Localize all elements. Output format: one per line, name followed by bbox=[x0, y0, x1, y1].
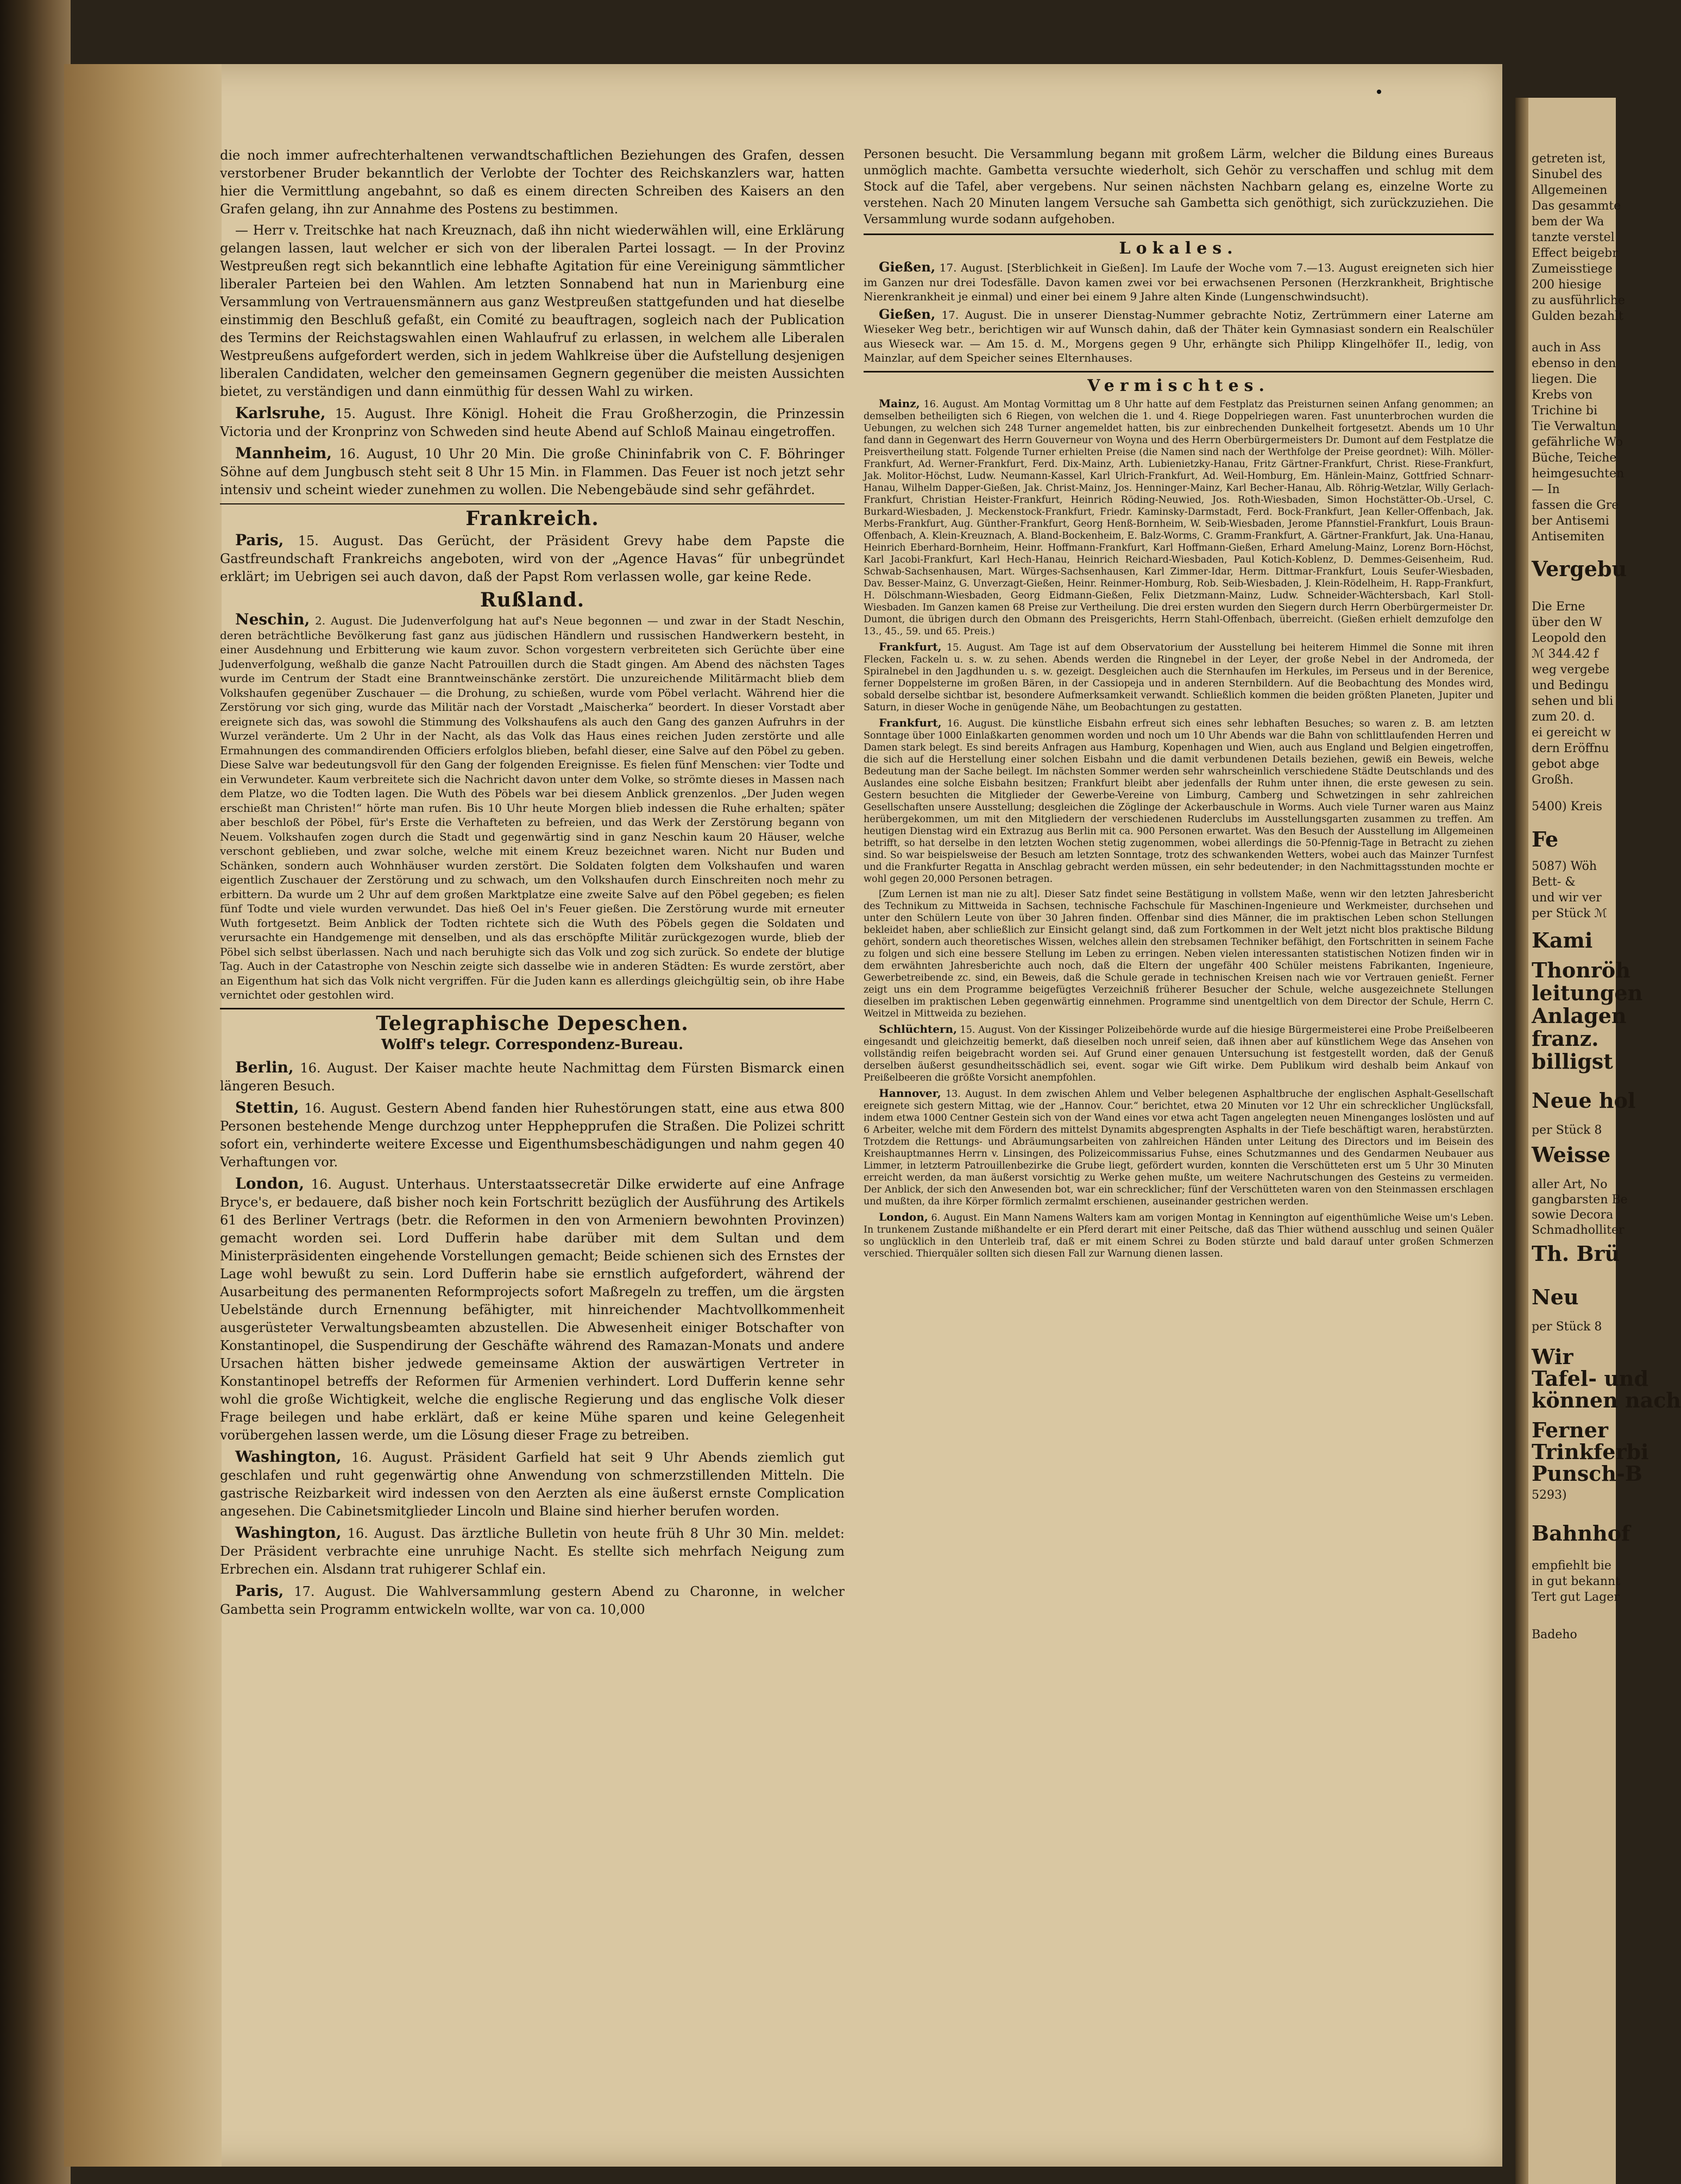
article-lernen: [Zum Lernen ist man nie zu alt]. Dieser Satz findet seine Bestätigung in vollstem Maße, wenn wir den letzten Jahresbericht des Technikum zu Mittweida in Sachsen, technische Fachschule für Maschinen-Ingenieure und Werkmeister, durchsehen und unter den Schülern Leute von über 30 Jahren finden. Offenbar sind dies Männer, die im praktischen Leben schon Stellungen bekleidet haben, aber schließlich zur Einsicht gelangt sind, daß zum Fortkommen in der Welt jetzt nicht blos praktische Bildung gehört, sondern auch theoretisches Wissen, welches allein den strebsamen Techniker befähigt, den Fortschritten in seinem Fache zu folgen und sich eine bessere Stellung im Leben zu erringen. Neben vielen interessanten statistischen Notizen finden wir in dem erwähnten Jahresberichte auch noch, daß die Eltern der ungefähr 400 Schüler meistens Fabrikanten, Ingenieure, Gewerbetreibende zc. sind, ein Beweis, daß die Schule gerade in technischen Kreisen nach wie vor Vertrauen genießt. Ferner zeigt uns ein dem Programme beigefügtes Verzeichniß früherer Besucher der Schule, welche ausgezeichnete Stellungen dieselben im praktischen Leben gegenwärtig einnehmen. Programme sind unentgeltlich von dem Director der Schule, Herrn C. Weitzel in Mittweida zu beziehen. bbox=[864, 888, 1494, 1019]
next-page-line: sehen und bli bbox=[1532, 695, 1614, 708]
dateline-giessen-2: Gießen, bbox=[879, 306, 936, 322]
divider bbox=[864, 371, 1494, 373]
article-washington-1-text: 16. August. Präsident Garfield hat seit 9 Uhr Abends ziemlich gut geschlafen und ruht gegenwärtig ohne Anwendung von schmerzstillenden Mitteln. Die gastrische Reizbarkeit wird indessen von den Aerzten als eine äußerst ernste Complication angesehen. Die Cabinetsmitglieder Lincoln und Blaine sind hierher berufen worden. bbox=[220, 1449, 845, 1519]
next-page-line: Bahnhof bbox=[1532, 1521, 1630, 1545]
next-page-line: zum 20. d. bbox=[1532, 710, 1595, 724]
next-page-line: Anlagen bbox=[1532, 1003, 1627, 1028]
next-page-line: in gut bekannt bbox=[1532, 1575, 1621, 1588]
divider bbox=[220, 1008, 845, 1009]
article-neschin bbox=[220, 610, 845, 1002]
next-page-line: Büche, Teiche bbox=[1532, 451, 1617, 465]
page-gutter bbox=[64, 64, 222, 2167]
next-page-line: bem der Wa bbox=[1532, 215, 1604, 229]
next-page-line: Das gesammte bbox=[1532, 199, 1621, 213]
next-page-line: Fe bbox=[1532, 827, 1559, 851]
next-page-line: Gulden bezahlt bbox=[1532, 310, 1623, 323]
next-page-line: dern Eröffnu bbox=[1532, 742, 1609, 755]
next-page-line: Schmadholliter bbox=[1532, 1223, 1625, 1237]
next-page-line: per Stück 8 bbox=[1532, 1320, 1602, 1334]
dateline-paris-2: Paris, bbox=[235, 1581, 284, 1600]
next-page-line: Badeho bbox=[1532, 1628, 1577, 1642]
article-frankfurt-1-text: 15. August. Am Tage ist auf dem Observatorium der Ausstellung bei heiterem Himmel die Sonne mit ihren Flecken, Fackeln u. s. w. zu sehen. Abends werden die Ringnebel in der Leyer, der große Nebel in der Andromeda, der Spiralnebel in den Jagdhunden u. s. w. gezeigt. Desgleichen auch die Sternhaufen im Herkules, im Perseus und in der Berenice, ferner Doppelsterne im großen Bären, in der Cassiopeja und in anderen Sternbildern. Auf die Beobachtung des Mondes wird, sobald derselbe sichtbar ist, besondere Aufmerksamkeit verwandt. Schließlich kommen die beiden größten Planeten, Jupiter und Saturn, in dieser Woche in genügende Nähe, um Beobachtungen zu gestatten. bbox=[864, 642, 1494, 713]
article-neschin-text: 2. August. Die Judenverfolgung hat auf's Neue begonnen — und zwar in der Stadt Neschin, deren beträchtliche Bevölkerung fast ganz aus jüdischen Händlern und russischen Handwerkern besteht, in einer Ausdehnung und Erbitterung wie kaum zuvor. Schon vorgestern verbreiteten sich Gerüchte über eine Judenverfolgung, weßhalb die ganze Nacht Patrouillen durch die Stadt gingen. Am Abend des nächsten Tages wurde im Centrum der Stadt eine Branntweinschänke zerstört. Die unzureichende Militärmacht blieb dem Volkshaufen gegenüber Zuschauer — die Drohung, zu schießen, wurde vom Pöbel verlacht. Während hier die Zerstörung vor sich ging, wurde das Militär nach der Vorstadt „Maischerka“ beordert. In dieser Vorstadt aber ereignete sich das, was sowohl die Stimmung des Volkshaufens als auch den Gang des ganzen Aufruhrs in der Wurzel veränderte. Um 2 Uhr in der Nacht, als das Volk das Haus eines reichen Juden zerstörte und alle Ermahnungen des commandirenden Officiers erfolglos blieben, befahl dieser, eine Salve auf den Pöbel zu geben. Diese Salve war bedeutungsvoll für den Gang der folgenden Ereignisse. Es fielen fünf Menschen: vier Todte und ein Verwundeter. Kaum verbreitete sich die Nachricht davon unter dem Volke, so strömte dieses in Massen nach dem Platze, wo die Todten lagen. Die Wuth des Pöbels war bei diesem Anblick grenzenlos. „Der Juden wegen erschießt man Christen!“ hörte man rufen. Bis 10 Uhr heute Morgen blieb indessen die Ruhe erhalten; später aber beschloß der Pöbel, für's Erste die Verhafteten zu befreien, und das Werk der Zerstörung begann von Neuem. Volkshaufen zogen durch die Stadt und gegenwärtig sind in ganz Neschin kaum 20 Häuser, welche verschont geblieben, und zwar solche, welche mit einem Kreuz bezeichnet waren. Nicht nur Buden und Schänken, sondern auch Wohnhäuser wurden zerstört. Die Soldaten folgten dem Volkshaufen und waren eigentlich Zuschauer der Zerstörung und zu schwach, um den Volkshaufen durch Einschreiten noch mehr zu erbittern. Da wurde um 2 Uhr auf dem großen Marktplatze eine zweite Salve auf den Pöbel gegeben; es fielen fünf Todte und viele wurden verwundet. Das hieß Oel in's Feuer gießen. Die Zerstörung wurde mit erneuter Wuth fortgesetzt. Beim Anblick der Todten richtete sich die Wuth des Pöbels gegen die Soldaten und verursachte ein Handgemenge mit denselben, und als das erschöpfte Militär zurückgezogen wurde, blieb der Pöbel sich selbst überlassen. Nach und nach beruhigte sich das Volk und zog sich zurück. So endete der blutige Tag. Auch in der Catastrophe von Neschin zeigte sich dasselbe wie in anderen Städten: Es wurde zerstört, aber an Eigenthum hat sich das Volk nicht vergriffen. Für die Juden kann es allerdings gleichgültig sein, ob ihre Habe vernichtet oder gestohlen wird. bbox=[220, 614, 845, 1001]
next-page-line: 5400) Kreis bbox=[1532, 800, 1602, 813]
next-page-line: per Stück 8 bbox=[1532, 1123, 1602, 1137]
article-london-2 bbox=[864, 1211, 1494, 1260]
next-page-line: gefährliche Wo bbox=[1532, 435, 1623, 449]
section-heading-frankreich: Frankreich. bbox=[465, 507, 599, 530]
next-page-line: Punsch-B bbox=[1532, 1461, 1642, 1486]
next-page-line: Neu bbox=[1532, 1285, 1579, 1309]
article-stettin bbox=[220, 1099, 845, 1171]
article-giessen-2 bbox=[864, 307, 1494, 365]
dateline-mainz: Mainz, bbox=[879, 396, 920, 410]
article-mainz-text: 16. August. Am Montag Vormittag um 8 Uhr hatte auf dem Festplatz das Preisturnen seinen Anfang genommen; an demselben betheiligten sich 6 Riegen, von welchen die 1. und 4. Riege Doppelriegen waren. Fast ununterbrochen wurden die Uebungen, zu welchen sich 248 Turner angemeldet hatten, bis zur einbrechenden Dunkelheit fortgesetzt. Abends um 10 Uhr fand dann in Gegenwart des Herrn Gouverneur von Woyna und des Herrn Oberbürgermeisters Dr. Dumont auf dem Festplatze die Preisvertheilung statt. Folgende Turner erhielten Preise (die Namen sind nach der Werthfolge der Preise geordnet): Wilh. Möller-Frankfurt, Ad. Werner-Frankfurt, Ferd. Dix-Mainz, Arth. Lubienietzky-Hanau, Fritz Gärtner-Frankfurt, Christ. Riese-Frankfurt, Jak. Molitor-Höchst, Ludw. Neumann-Kassel, Karl Ulrich-Frankfurt, Ad. Weil-Homburg, Em. Hänlein-Mainz, Gottfried Schnarr-Hanau, Wilhelm Dapper-Gießen, Jak. Christ-Mainz, Jos. Henninger-Mainz, Karl Becher-Hanau, Alb. Röhrig-Wetzlar, Willy Gerlach-Frankfurt, Christian Heister-Frankfurt, Heinrich Röding-Neuwied, Jos. Roth-Wiesbaden, Simon Hochstätter-Ob.-Ursel, C. Burkard-Wiesbaden, J. Meckenstock-Frankfurt, Friedr. Kaminsky-Darmstadt, Ferd. Bock-Frankfurt, Jean Keller-Offenbach, Jak. Merbs-Frankfurt, Aug. Günther-Frankfurt, Georg Henß-Bornheim, W. Seib-Wiesbaden, Jerome Pfannstiel-Frankfurt, Louis Braun-Offenbach, A. Klein-Kreuznach, A. Bland-Bockenheim, E. Balz-Worms, C. Gramm-Frankfurt, A. Gärtner-Frankfurt, Jak. Una-Hanau, Heinrich Eberhard-Bornheim, Heinr. Hoffmann-Frankfurt, Karl Hoffmann-Gießen, Erhard Amelung-Mainz, Lorenz Born-Höchst, Karl Jacobi-Frankfurt, Karl Hech-Hanau, Heinrich Reichard-Wiesbaden, Paul Kotich-Koblenz, D. Demmes-Geisenheim, Rud. Schwab-Sachsenhausen, Mart. Würges-Sachsenhausen, Karl Zimmer-Idar, Herm. Dittmar-Frankfurt, Louis Seufer-Wiesbaden, Dav. Besser-Mainz, G. Unverzagt-Gießen, Heinr. Reinmer-Homburg, Rob. Seib-Wiesbaden, J. Klein-Rödelheim, H. Rapp-Frankfurt, H. Dölschmann-Wiesbaden, Georg Eidmann-Gießen, Felix Dietzmann-Mainz, Ludw. Schneider-Wächtersbach, Karl Stoll-Wiesbaden. Im Ganzen kamen 68 Preise zur Vertheilung. Die drei ersten wurden den Siegern durch Herrn Oberbürgermeister Dr. Dumont, die übrigen durch den Obmann des Preisgerichts, Herrn Stahl-Offenbach, überreicht. (Gießen erhielt demzufolge den 13., 45., 59. und 65. Preis.) bbox=[864, 399, 1494, 637]
article-intro: die noch immer aufrechterhaltenen verwandtschaftlichen Beziehungen des Grafen, dessen verstorbener Bruder bekanntlich der Verlobte der Tochter des Reichskanzlers war, hatten hier die Vermittlung angebahnt, so daß es einem directen Schreiben des Kaisers an den Grafen gelang, ihn zur Annahme des Postens zu bestimmen. bbox=[220, 148, 845, 217]
next-page-line: 200 hiesige bbox=[1532, 278, 1602, 292]
article-treitschke: — Herr v. Treitschke hat nach Kreuznach, daß ihn nicht wiederwählen will, eine Erklärung gelangen lassen, laut welcher er sich von der liberalen Partei lossagt. — In der Provinz Westpreußen regt sich bekanntlich eine lebhafte Agitation für eine Vereinigung sämmtlicher liberaler Parteien bei den Wahlen. Am letzten Sonnabend hat nun in Marienburg eine Versammlung von Vertrauensmännern aus ganz Westpreußen stattgefunden und hat dieselbe einstimmig den Beschluß gefaßt, ein Comité zu beauftragen, sogleich nach der Publication des Termins der Reichstagswahlen einen Wahlaufruf zu erlassen, in welchem alle Liberalen Westpreußens aufgefordert werden, sich in jedem Wahlkreise über die Aufstellung desjenigen liberalen Candidaten, welcher den gemeinsamen Gegnern gegenüber die meisten Aussichten bietet, zu verständigen und dann einmüthig für dessen Wahl zu wirken. bbox=[220, 223, 845, 399]
book-binding bbox=[0, 0, 71, 2184]
article-stettin-text: 16. August. Gestern Abend fanden hier Ruhestörungen statt, eine aus etwa 800 Personen bestehende Menge durchzog unter Hepphepprufen die Straßen. Die Polizei schritt sofort ein, verhinderte weitere Excesse und Eigenthumsbeschädigungen und nahm gegen 40 Verhaftungen vor. bbox=[220, 1100, 845, 1170]
article-frankfurt-2 bbox=[864, 717, 1494, 885]
section-heading-lokales: Lokales. bbox=[1119, 239, 1238, 258]
article-frankfurt-1 bbox=[864, 641, 1494, 714]
article-giessen-2-text: 17. August. Die in unserer Dienstag-Nummer gebrachte Notiz, Zertrümmern einer Laterne am Wieseker Weg betr., berichtigen wir auf Wunsch dahin, daß der Thäter kein Gymnasiast sondern ein Realschüler aus Wieseck war. — Am 15. d. M., Morgens gegen 9 Uhr, erhängte sich Philipp Klingelhöfer II., ledig, von Mainzlar, auf dem Speicher seines Elternhauses. bbox=[864, 308, 1494, 364]
next-page-line: ber Antisemi bbox=[1532, 514, 1609, 528]
article-hannover bbox=[864, 1087, 1494, 1208]
dateline-london: London, bbox=[235, 1174, 305, 1192]
next-page-line: Großh. bbox=[1532, 773, 1574, 787]
divider bbox=[220, 503, 845, 504]
article-washington-2 bbox=[220, 1524, 845, 1579]
article-karlsruhe bbox=[220, 404, 845, 441]
next-page-line: ei gereicht w bbox=[1532, 726, 1611, 740]
next-page-line: getreten ist, bbox=[1532, 152, 1606, 166]
next-page-line: Trinkferbi bbox=[1532, 1440, 1649, 1464]
dateline-schluechtern: Schlüchtern, bbox=[879, 1022, 958, 1036]
article-washington-2-text: 16. August. Das ärztliche Bulletin von heute früh 8 Uhr 30 Min. meldet: Der Präsident verbrachte eine unruhige Nacht. Es stellte sich mehrfach Neigung zum Erbrechen ein. Alsdann trat ruhigerer Schlaf ein. bbox=[220, 1525, 845, 1577]
next-page-line: über den W bbox=[1532, 616, 1602, 629]
next-page-line: heimgesuchten bbox=[1532, 467, 1625, 481]
dateline-karlsruhe: Karlsruhe, bbox=[235, 404, 326, 422]
next-page-line: 5293) bbox=[1532, 1488, 1567, 1502]
article-paris-text: 15. August. Das Gerücht, der Präsident Grevy habe dem Papste die Gastfreundschaft Frankreichs angeboten, wird von der „Agence Havas“ für unbegründet erklärt; im Uebrigen sei auch davon, daß der Papst Rom verlassen wolle, gar keine Rede. bbox=[220, 533, 845, 584]
next-page-line: gebot abge bbox=[1532, 758, 1600, 771]
article-berlin bbox=[220, 1058, 845, 1095]
next-page-line: Leopold den bbox=[1532, 632, 1607, 645]
next-page-line: billigst bbox=[1532, 1049, 1613, 1074]
next-page-line: Tafel- und bbox=[1532, 1366, 1649, 1391]
next-page-line: leitungen bbox=[1532, 981, 1643, 1005]
next-page-line: Thonröh bbox=[1532, 958, 1630, 982]
next-page-line: zu ausführliche bbox=[1532, 294, 1625, 307]
article-mainz bbox=[864, 397, 1494, 637]
next-page-line: Kami bbox=[1532, 928, 1593, 952]
article-berlin-text: 16. August. Der Kaiser machte heute Nachmittag dem Fürsten Bismarck einen längeren Besuch. bbox=[220, 1060, 845, 1094]
next-page-line: per Stück ℳ bbox=[1532, 907, 1607, 920]
article-giessen-1 bbox=[864, 260, 1494, 304]
next-page-line: liegen. Die bbox=[1532, 373, 1597, 386]
next-page-line: und Bedingu bbox=[1532, 679, 1609, 692]
next-page-line: Die Erne bbox=[1532, 600, 1585, 614]
next-page-line: Bett- & bbox=[1532, 875, 1576, 889]
dateline-berlin: Berlin, bbox=[235, 1058, 294, 1076]
next-page-line: Zumeisstiege bbox=[1532, 262, 1613, 276]
next-page-line: Tert gut Lager bbox=[1532, 1590, 1620, 1604]
article-hannover-text: 13. August. In dem zwischen Ahlem und Velber belegenen Asphaltbruche der englischen Asphalt-Gesellschaft ereignete sich gestern Mittag, wie der „Hannov. Cour.“ berichtet, etwa 20 Minuten vor 12 Uhr ein schrecklicher Unglücksfall, indem etwa 1000 Centner Gestein sich von der Wand eines vor etwa acht Tagen angelegten neuen Minenganges loslösten und auf 6 Arbeiter, welche mit dem Fördern des mittelst Dynamits abgesprengten Asphalts in der Tiefe beschäftigt waren, herabstürzten. Trotzdem die Rettungs- und Abräumungsarbeiten von zahlreichen Händen unter Leitung des Directors und im Beisein des Kreishauptmannes Herrn v. Linsingen, des Polizeicommissarius Fuhse, eines Schutzmannes und des Gendarmen Neubauer aus Limmer, in letzterm Patrouillenbezirke die Grube liegt, gefördert wurden, konnten die Verschütteten erst um 5 Uhr 30 Minuten erreicht werden, da man äußerst vorsichtig zu Werke gehen mußte, um weitere Nachrutschungen des Gesteins zu vermeiden. Der Anblick, der sich den Anwesenden bot, war ein schrecklicher; fünf der Verschütteten waren von den Steinmassen erschlagen und mußten, da ihre Körper förmlich zermalmt erschienen, auseinander gestrichen werden. bbox=[864, 1088, 1494, 1207]
next-page-line: Weisse bbox=[1532, 1143, 1611, 1167]
dateline-frankfurt-2: Frankfurt, bbox=[879, 716, 942, 729]
next-page-line: tanzte verstel bbox=[1532, 231, 1615, 244]
article-london-text: 16. August. Unterhaus. Unterstaatssecretär Dilke erwiderte auf eine Anfrage Bryce's, er bedauere, daß bisher noch kein Fortschritt bezüglich der Ausführung des Artikels 61 des Berliner Vertrags (betr. die Reformen in den von Armeniern bewohnten Provinzen) gemacht worden sei. Lord Dufferin habe darüber mit dem Sultan und dem Ministerpräsidenten eingehende Vorstellungen gemacht; Beide schienen sich des Ernstes der Lage wohl bewußt zu sein. Lord Dufferin habe sie ernstlich aufgefordert, während der Ausarbeitung des permanenten Reformprojects sofort Maßregeln zu treffen, um die ärgsten Uebelstände durch Ernennung befähigter, mit hinreichender Machtvollkommenheit ausgerüsteter Verwaltungsbeamten abzustellen. Die Abwesenheit einiger Botschafter von Konstantinopel, die Suspendirung der Geschäfte während des Ramazan-Monats und andere Ursachen hätten bisher jedwede gemeinsame Aktion der auswärtigen Vertreter in Konstantinopel betreffs der Reformen für Armenien verhindert. Lord Dufferin kenne sehr wohl die große Wichtigkeit, welche die englische Regierung und das englische Volk dieser Frage beilegen und habe erklärt, daß er keine Mühe sparen und keine Gelegenheit vorübergehen lassen werde, um die Lösung dieser Frage zu betreiben. bbox=[220, 1176, 845, 1443]
next-page-line: Vergebu bbox=[1532, 557, 1627, 581]
dateline-london-2: London, bbox=[879, 1210, 928, 1223]
next-page-line: können nach bbox=[1532, 1388, 1681, 1412]
next-page-line: Antisemiten bbox=[1532, 530, 1605, 544]
article-frankfurt-2-text: 16. August. Die künstliche Eisbahn erfreut sich eines sehr lebhaften Besuches; so waren z. B. am letzten Sonntage über 1000 Einlaßkarten genommen worden und noch um 10 Uhr Abends war die Bahn von schlittlaufenden Herren und Damen stark belegt. Es sind bereits Anfragen aus Hamburg, Kopenhagen und Wien, auch aus England und Belgien eingetroffen, die sich auf die Herstellung einer solchen Eisbahn und die damit verbundenen Details beziehen, gewiß ein Beweis, welche Bedeutung man der Sache beilegt. Im nächsten Sommer werden sehr wahrscheinlich verschiedene Städte Deutschlands und des Auslandes eine solche Eisbahn besitzen; Frankfurt bleibt aber jedenfalls der Ruhm unter ihnen, die erste gewesen zu sein. Gestern besuchten die Mitglieder der Gewerbe-Vereine von Limburg, Camberg und Schwetzingen in sehr zahlreichen Gesellschaften unsere Ausstellung; desgleichen die Zöglinge der Ackerbauschule in Worms. Auch viele Turner waren aus Mainz herübergekommen, um mit den Mitgliedern der verschiedenen Ruderclubs im Ausstellungsgarten zusammen zu treffen. Am heutigen Dienstag wird ein Extrazug aus Berlin mit ca. 900 Personen erwartet. Was den Besuch der Ausstellung im Allgemeinen betrifft, so hat derselbe in den letzten Wochen stetig zugenommen, wobei allerdings die 50-Pfennig-Tage in Betracht zu ziehen sind. So war beispielsweise der Besuch am letzten Sonntage, trotz des schwankenden Wetters, wobei auch das Mainzer Turnfest und die Frankfurter Regatta in Anschlag gebracht werden müssen, ein sehr bedeutender; in den Nachmittagsstunden mochte er wohl gegen 20,000 Personen betragen. bbox=[864, 718, 1494, 885]
next-page-line: und wir ver bbox=[1532, 891, 1602, 905]
article-washington-1 bbox=[220, 1448, 845, 1520]
next-page-line: Sinubel des bbox=[1532, 168, 1602, 181]
next-page-line: Krebs von bbox=[1532, 388, 1593, 402]
article-schluechtern bbox=[864, 1023, 1494, 1084]
ink-dot bbox=[1377, 90, 1381, 94]
next-page-line: ℳ 344.42 f bbox=[1532, 647, 1598, 661]
article-paris-continued: Personen besucht. Die Versammlung begann mit großem Lärm, welcher die Bildung eines Bureaus unmöglich machte. Gambetta versuchte wiederholt, sich Gehör zu verschaffen und schlug mit dem Stock auf die Tafel, aber vergebens. Nur seinen nächsten Nachbarn gelang es, einzelne Worte zu verstehen. Nach 20 Minuten langem Versuche sah Gambetta sich genöthigt, sich zurückzuziehen. Die Versammlung wurde sodann aufgehoben. bbox=[864, 148, 1494, 226]
next-page-line: Ferner bbox=[1532, 1418, 1608, 1442]
article-london bbox=[220, 1175, 845, 1444]
section-heading-russland: Rußland. bbox=[480, 589, 585, 611]
dateline-mannheim: Mannheim, bbox=[235, 444, 332, 462]
next-page-line: weg vergebe bbox=[1532, 663, 1610, 677]
dateline-stettin: Stettin, bbox=[235, 1098, 299, 1116]
next-page-line: Effect beigebr bbox=[1532, 247, 1618, 260]
section-subheading-bureau: Wolff's telegr. Correspondenz-Bureau. bbox=[381, 1036, 683, 1053]
right-column bbox=[864, 147, 1494, 1263]
section-heading-telegraph: Telegraphische Depeschen. bbox=[376, 1012, 689, 1035]
left-column bbox=[220, 147, 845, 1622]
next-page-line: Th. Brü bbox=[1532, 1241, 1620, 1266]
divider bbox=[864, 233, 1494, 235]
article-mannheim-text: 16. August, 10 Uhr 20 Min. Die große Chininfabrik von C. F. Böhringer Söhne auf dem Jungbusch steht seit 8 Uhr 15 Min. in Flammen. Das Feuer ist noch jetzt sehr intensiv und scheint wieder zunehmen zu wollen. Die Nebengebäude sind sehr gefährdet. bbox=[220, 446, 845, 497]
dateline-hannover: Hannover, bbox=[879, 1086, 941, 1100]
next-page-line: ebenso in den bbox=[1532, 357, 1616, 370]
article-paris bbox=[220, 531, 845, 586]
next-page-line: Allgemeinen bbox=[1532, 184, 1608, 197]
next-page-line: Tie Verwaltun bbox=[1532, 420, 1616, 433]
next-page-line: sowie Decora bbox=[1532, 1208, 1614, 1222]
article-schluechtern-text: 15. August. Von der Kissinger Polizeibehörde wurde auf die hiesige Bürgermeisterei eine Probe Preißelbeeren eingesandt und gleichzeitig bemerkt, daß dieselben noch unreif seien, daß ihnen aber auf künstlichem Wege das Ansehen von vollständig reifen beigebracht worden sei. Auf Grund einer genauen Untersuchung ist festgestellt worden, daß der Genuß derselben äußerst gesundheitsschädlich sei, event. sogar wie Gift wirke. Dem Publikum wird deshalb beim Ankauf von Preißelbeeren die größte Vorsicht anempfohlen. bbox=[864, 1024, 1494, 1083]
next-page-line: fassen die Gre bbox=[1532, 498, 1619, 512]
article-giessen-1-text: 17. August. [Sterblichkeit in Gießen]. Im Laufe der Woche vom 7.—13. August ereigneten sich hier im Ganzen nur drei Todesfälle. Davon kamen zwei vor bei erwachsenen Personen (Herzkrankheit, Brightische Nierenkrankheit je einmal) und einer bei einem 9 Jahre alten Kinde (Lungenschwindsucht). bbox=[864, 261, 1494, 303]
next-page-line: aller Art, No bbox=[1532, 1178, 1608, 1191]
next-page-line: auch in Ass bbox=[1532, 341, 1601, 355]
dateline-washington-2: Washington, bbox=[235, 1523, 342, 1542]
next-page-line: empfiehlt bie bbox=[1532, 1559, 1611, 1573]
next-page-edge bbox=[1515, 98, 1528, 2184]
dateline-frankfurt-1: Frankfurt, bbox=[879, 640, 942, 653]
dateline-giessen-1: Gießen, bbox=[879, 259, 936, 275]
article-paris-2 bbox=[220, 1582, 845, 1619]
next-page-line: franz. bbox=[1532, 1026, 1599, 1051]
article-paris-2-text: 17. August. Die Wahlversammlung gestern Abend zu Charonne, in welcher Gambetta sein Programm entwickeln wollte, war von ca. 10,000 bbox=[220, 1583, 845, 1617]
next-page-line: — In bbox=[1532, 483, 1560, 496]
next-page-line: 5087) Wöh bbox=[1532, 860, 1597, 873]
dateline-paris: Paris, bbox=[235, 531, 284, 549]
next-page-fragment bbox=[1515, 98, 1681, 2184]
next-page-line: Trichine bi bbox=[1532, 404, 1598, 418]
next-page-line: Neue hol bbox=[1532, 1088, 1636, 1113]
dateline-washington-1: Washington, bbox=[235, 1447, 342, 1466]
article-karlsruhe-text: 15. August. Ihre Königl. Hoheit die Frau Großherzogin, die Prinzessin Victoria und der Kronprinz von Schweden sind heute Abend auf Schloß Mainau eingetroffen. bbox=[220, 406, 845, 439]
next-page-line: Wir bbox=[1532, 1345, 1573, 1369]
section-heading-vermischtes: Vermischtes. bbox=[1087, 376, 1270, 395]
dateline-neschin: Neschin, bbox=[235, 610, 310, 628]
next-page-line: gangbarsten Be bbox=[1532, 1193, 1628, 1207]
article-mannheim bbox=[220, 444, 845, 499]
article-london-2-text: 6. August. Ein Mann Namens Walters kam am vorigen Montag in Kennington auf eigenthümliche Weise um's Leben. In trunkenem Zustande mißhandelte er ein Pferd derart mit einer Peitsche, daß das Thier wüthend ausschlug und seinen Quäler so unglücklich in den Unterleib traf, daß er mit einem Schrei zu Boden stürzte und bald darauf unter großen Schmerzen verschied. Thierquäler sollten sich diesen Fall zur Warnung dienen lassen. bbox=[864, 1212, 1494, 1259]
